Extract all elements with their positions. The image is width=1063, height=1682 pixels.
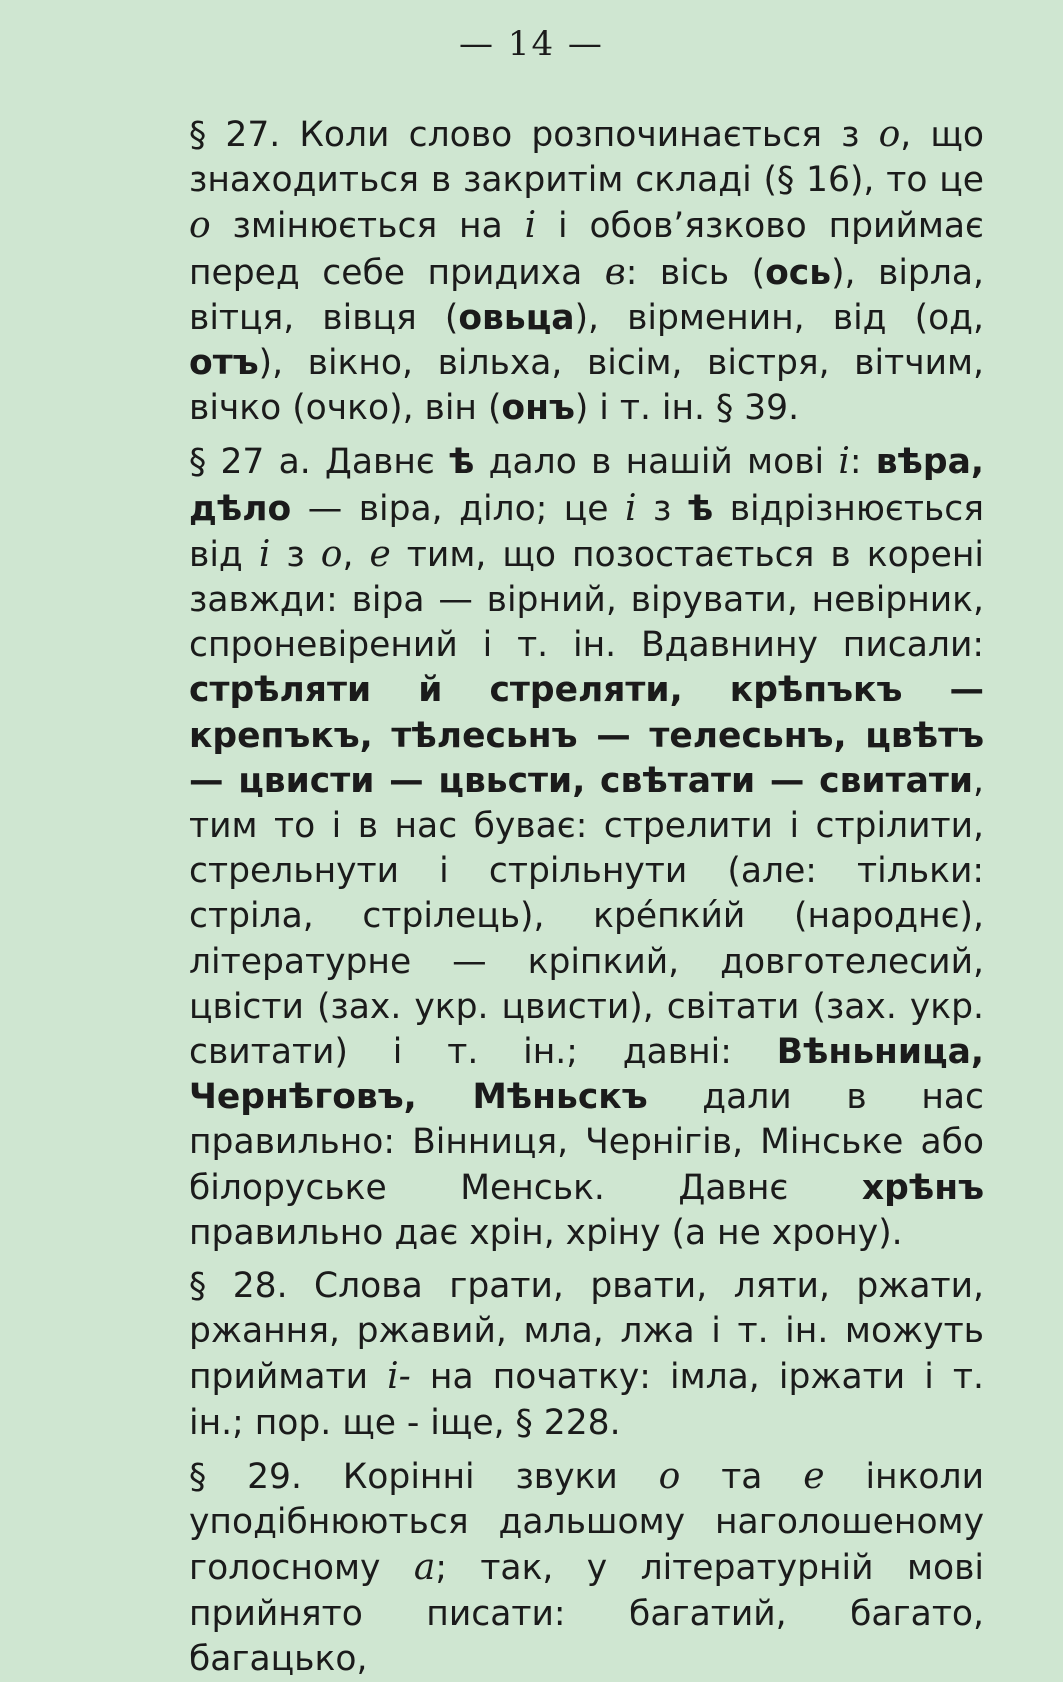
italic-letter: е <box>369 533 391 575</box>
italic-letter: о <box>878 114 901 155</box>
page-number: — 14 — <box>459 24 604 64</box>
old-orthography-word: хрѣнъ <box>861 1167 984 1208</box>
text-run: відрізнюється від <box>189 488 984 575</box>
old-orthography-word: ось <box>765 252 832 293</box>
body-text <box>139 112 984 1682</box>
italic-letter: о <box>658 1455 681 1497</box>
old-orthography-word: ѣ <box>687 488 714 529</box>
text-run: з <box>270 534 321 575</box>
italic-letter: і <box>524 205 537 247</box>
old-orthography-word: отъ <box>189 343 259 384</box>
italic-letter: і <box>625 487 637 529</box>
text-run: та <box>680 1456 804 1497</box>
italic-letter: і <box>838 441 850 483</box>
paragraph-p28 <box>139 1264 984 1446</box>
paragraph-p29 <box>139 1454 984 1682</box>
old-orthography-word: вѣра, дѣло <box>189 442 984 529</box>
text-run: : вісь ( <box>625 252 766 293</box>
text-run: § 27 а. Давнє <box>189 442 450 483</box>
text-run: § 29. Корінні звуки <box>189 1456 659 1497</box>
text-run: змінюється на <box>210 206 525 247</box>
italic-letter: і- <box>387 1356 411 1398</box>
text-run: правильно дає хрін, хріну (а не хрону). <box>189 1212 903 1253</box>
old-orthography-word: онъ <box>501 388 575 429</box>
text-run: і обов’язково приймає перед себе придиха <box>189 206 984 293</box>
text-run: з <box>636 488 688 529</box>
text-run: , <box>342 534 370 575</box>
italic-letter: в <box>604 251 626 293</box>
old-orthography-word: стрѣляти й стреляти, крѣпъкъ — крепъкъ, тѣлесьнъ — телесьнъ, цвѣтъ — цвисти — цвьсти, свѣтати — свитати <box>189 670 984 801</box>
text-run: ), вірла, вітця, вівця ( <box>189 252 984 338</box>
old-orthography-word: ѣ <box>449 442 475 483</box>
paragraph-p27 <box>139 112 984 431</box>
italic-letter: о <box>320 533 343 575</box>
text-run: дали в нас правильно: Вінниця, Чернігів, Мінське або білоруське Менськ. Давнє <box>189 1077 984 1208</box>
old-orthography-word: овьца <box>458 297 575 338</box>
text-run: інколи уподібнюються дальшому наголошеному голосному <box>189 1456 985 1589</box>
italic-letter: а <box>413 1547 436 1589</box>
text-run: ), вірменин, від (од, <box>574 297 984 338</box>
text-run: дало в нашій мові <box>474 442 839 483</box>
italic-letter: е <box>803 1455 825 1497</box>
text-run: , що знаходиться в закритім складі (§ 16), то це <box>189 115 984 201</box>
text-run: ) і т. ін. § 39. <box>574 388 800 429</box>
text-run: , тим то і в нас буває: стрелити і стрілити, стрельнути і стрільнути (але: тільки: стріла, стрілець), кре́пки́й (народнє), літературне — кріпкий, довготелесий, цвісти (зах. укр. цвисти), світати (зах. укр. свитати) і т. ін.; давні: <box>189 760 984 1073</box>
text-run: : <box>849 442 876 483</box>
italic-letter: і <box>258 533 271 575</box>
italic-letter: о <box>189 205 211 247</box>
text-run: ; так, у літературній мові прийнято писати: багатий, багато, багацько, <box>189 1548 984 1679</box>
text-run: ), вікно, вільха, вісім, вістря, вітчим, вічко (очко), він ( <box>189 343 984 429</box>
old-orthography-word: Вѣньница, Чернѣговъ, Мѣньскъ <box>189 1032 984 1118</box>
paragraph-p27a <box>139 439 984 1256</box>
text-run: § 27. Коли слово розпочинається з <box>189 115 879 155</box>
text-run: на початку: імла, іржати і т. ін.; пор. ще - іще, § 228. <box>189 1357 984 1443</box>
text-run: тим, що позостається в корені завжди: віра — вірний, вірувати, невірник, спроневірений і т. ін. Вдавнину писали: <box>189 534 985 666</box>
text-run: — віра, діло; це <box>291 488 625 529</box>
text-run: § 28. Слова грати, рвати, ляти, ржати, ржання, ржавий, мла, лжа і т. ін. можуть приймати <box>189 1266 984 1398</box>
